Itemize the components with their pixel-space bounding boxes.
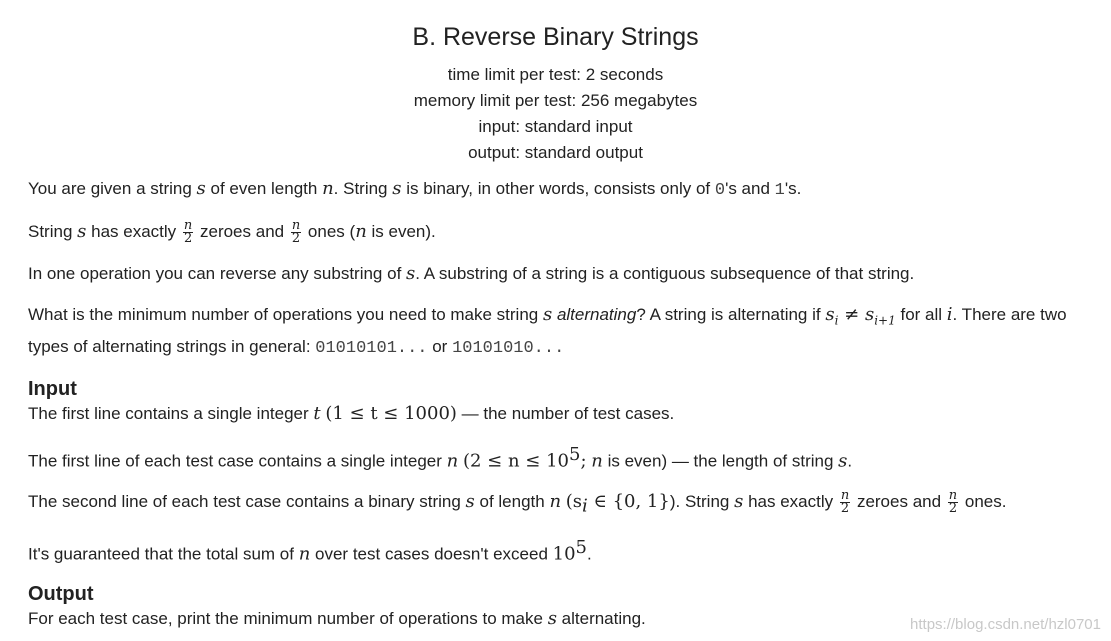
- alternating-condition: $s_i \ne s_{i+1}$: [825, 304, 896, 328]
- statement-paragraph-2: String s has exactly $\frac{n}{2}$ zeroes and $\frac{n}{2}$ ones (n is even).: [28, 218, 436, 247]
- problem-statement: [0, 166, 1111, 631]
- output-line-1: For each test case, print the minimum number of operations to make s alternating.: [28, 608, 646, 630]
- fraction-n-over-2: $\frac{n}{2}$: [183, 218, 193, 247]
- input-line-2: The first line of each test case contains a single integer n ($2 \le n \le 10^5$; n is even) — the length of string s.: [28, 443, 853, 472]
- time-limit: time limit per test: 2 seconds: [447, 65, 664, 84]
- input-heading: Input: [28, 377, 77, 400]
- fraction-n-over-2: $\frac{n}{2}$: [840, 488, 850, 517]
- input-line-3: The second line of each test case contains a binary string s of length n ($s_i$ ∈ {0, 1}). String s has exactly $\frac{n}{2}$ zeroes and $\frac{n}{2}$ ones.: [28, 488, 1007, 517]
- input-line-4: It's guaranteed that the total sum of n over test cases doesn't exceed $10^5$.: [28, 536, 592, 565]
- output-spec: output: standard output: [468, 143, 643, 162]
- input-spec: input: standard input: [478, 117, 633, 136]
- memory-limit: memory limit per test: 256 megabytes: [413, 91, 698, 110]
- statement-paragraph-3: In one operation you can reverse any substring of s. A substring of a string is a contiguous subsequence of that string.: [28, 263, 915, 285]
- output-heading: Output: [28, 583, 94, 606]
- statement-paragraph-1: You are given a string s of even length n. String s is binary, in other words, consists only of 0's and 1's.: [28, 178, 802, 200]
- statement-paragraph-4: What is the minimum number of operations you need to make string s alternating? A string is alternating if $s_i \ne s_{i+1}$ for all i. There are two types of alternating strings in general: 01010101... or 10101010...: [28, 304, 1067, 358]
- problem-header: [0, 0, 1111, 166]
- watermark: https://blog.csdn.net/hzl0701: [910, 616, 1101, 633]
- fraction-n-over-2: $\frac{n}{2}$: [948, 488, 958, 517]
- fraction-n-over-2: $\frac{n}{2}$: [291, 218, 301, 247]
- problem-title: B. Reverse Binary Strings: [412, 23, 699, 51]
- input-line-1: The first line contains a single integer t (1 ≤ t ≤ 1000) — the number of test cases.: [28, 402, 675, 424]
- input-section: [28, 377, 1083, 567]
